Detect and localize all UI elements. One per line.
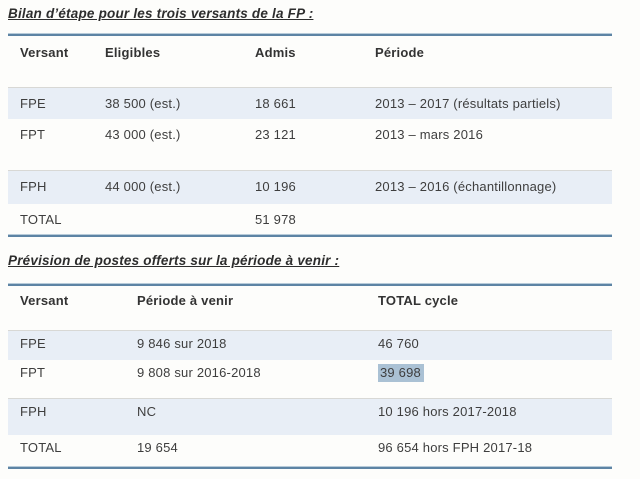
cell-versant: FPE — [20, 95, 46, 111]
table2-row-fph — [8, 398, 612, 435]
cell-eligibles: 43 000 (est.) — [105, 127, 181, 142]
table2-bottom-border — [8, 466, 612, 469]
cell-periode-a-venir: 9 808 sur 2016-2018 — [137, 365, 261, 380]
table2-row-fpe — [8, 330, 612, 360]
cell-periode: 2013 – 2017 (résultats partiels) — [375, 95, 561, 111]
table2-row-fpt — [8, 360, 612, 398]
cell-eligibles: 44 000 (est.) — [105, 178, 181, 194]
highlighted-value: 39 698 — [378, 364, 424, 382]
table2-prevision-postes — [8, 286, 612, 466]
table1-row-fpt — [8, 119, 612, 170]
cell-admis: 18 661 — [255, 95, 296, 111]
table1-row-fpe — [8, 87, 612, 119]
table1-bottom-border — [8, 234, 612, 237]
table1-bilan-etape — [8, 36, 612, 234]
table2-header-row — [8, 286, 612, 330]
cell-periode — [375, 204, 612, 234]
cell-periode-a-venir: NC — [137, 403, 157, 419]
cell-versant: FPE — [20, 335, 46, 351]
cell-periode: 2013 – mars 2016 — [375, 127, 483, 142]
table1-row-total — [8, 204, 612, 234]
cell-eligibles — [105, 204, 255, 234]
table1-header-periode: Période — [375, 45, 425, 60]
section1-title: Bilan d’étape pour les trois versants de la FP : — [8, 6, 314, 21]
cell-total-cycle — [378, 360, 612, 398]
cell-periode: 2013 – 2016 (échantillonnage) — [375, 178, 557, 194]
cell-admis: 51 978 — [255, 212, 296, 227]
cell-total-cycle: 46 760 — [378, 335, 419, 351]
table2-row-total — [8, 435, 612, 466]
table2-header-total-cycle: TOTAL cycle — [378, 293, 459, 308]
section2-title: Prévision de postes offerts sur la période à venir : — [8, 253, 340, 268]
table2-header-versant: Versant — [20, 293, 69, 308]
cell-admis: 10 196 — [255, 178, 296, 194]
cell-versant: FPH — [20, 178, 47, 194]
cell-periode-a-venir: 9 846 sur 2018 — [137, 335, 227, 351]
table1-row-fph — [8, 170, 612, 204]
cell-versant: FPT — [20, 127, 46, 142]
cell-versant: TOTAL — [20, 212, 62, 227]
table2-header-periode-a-venir: Période à venir — [137, 293, 234, 308]
cell-versant: TOTAL — [20, 440, 62, 455]
table1-header-eligibles: Eligibles — [105, 45, 161, 60]
cell-versant: FPH — [20, 403, 47, 419]
cell-periode-a-venir: 19 654 — [137, 440, 178, 455]
cell-admis: 23 121 — [255, 127, 296, 142]
table1-header-versant: Versant — [20, 45, 69, 60]
table1-header-row — [8, 36, 612, 87]
table1-header-admis: Admis — [255, 45, 296, 60]
cell-eligibles: 38 500 (est.) — [105, 95, 181, 111]
cell-total-cycle: 10 196 hors 2017-2018 — [378, 403, 517, 419]
document-content — [8, 5, 612, 469]
cell-total-cycle: 96 654 hors FPH 2017-18 — [378, 440, 533, 455]
cell-versant: FPT — [20, 365, 46, 380]
